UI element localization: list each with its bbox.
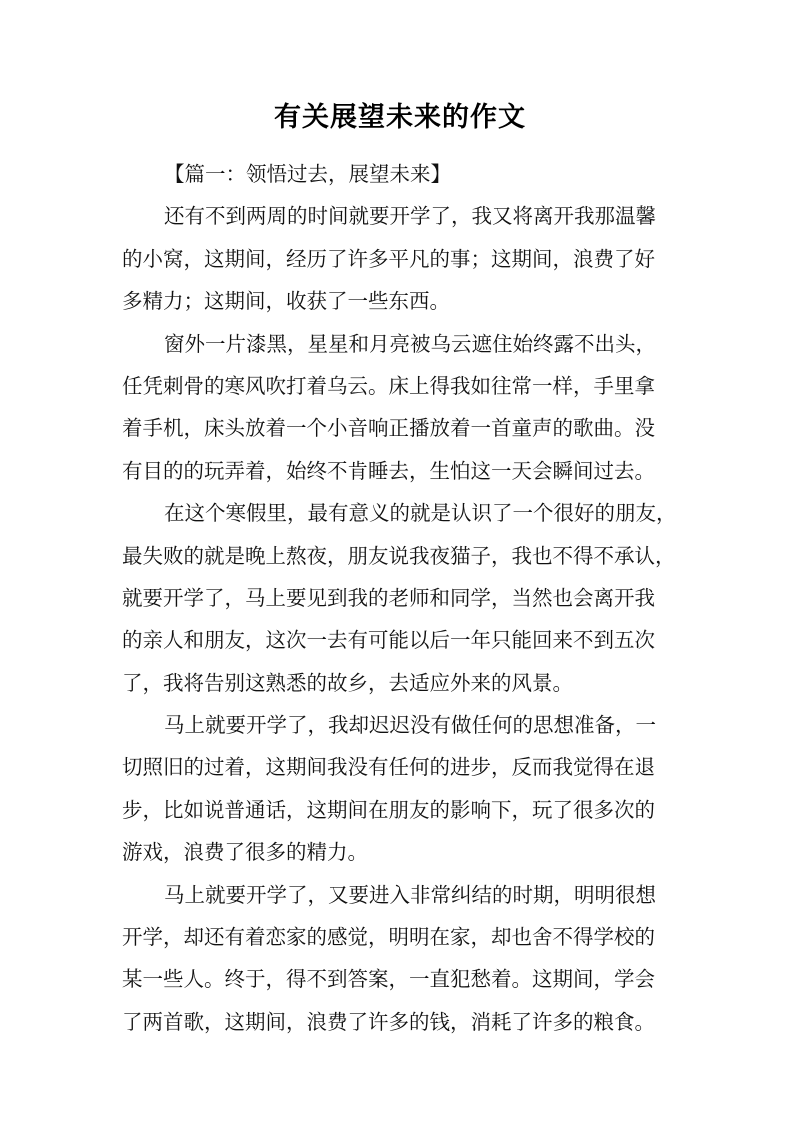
paragraph-line: 游戏，浪费了很多的精力。 bbox=[122, 840, 368, 865]
paragraph-line: 任凭刺骨的寒风吹打着乌云。床上得我如往常一样，手里拿 bbox=[122, 373, 655, 398]
paragraph-line: 有目的的玩弄着，始终不肯睡去，生怕这一天会瞬间过去。 bbox=[122, 458, 655, 483]
paragraph-line: 了，我将告别这熟悉的故乡，去适应外来的风景。 bbox=[122, 670, 573, 695]
paragraph bbox=[122, 323, 682, 493]
paragraph bbox=[122, 704, 682, 874]
document-title: 有关展望未来的作文 bbox=[274, 102, 526, 133]
paragraph-line: 的小窝，这期间，经历了许多平凡的事；这期间，浪费了好 bbox=[122, 246, 655, 271]
paragraph-line: 马上就要开学了，又要进入非常纠结的时期，明明很想 bbox=[164, 882, 656, 907]
paragraph-line: 切照旧的过着，这期间我没有任何的进步，反而我觉得在退 bbox=[122, 755, 655, 780]
paragraph-line: 还有不到两周的时间就要开学了，我又将离开我那温馨 bbox=[164, 204, 656, 229]
paragraph-line: 马上就要开学了，我却迟迟没有做任何的思想准备，一 bbox=[164, 713, 656, 738]
paragraph bbox=[122, 874, 682, 1044]
paragraph-line: 窗外一片漆黑，星星和月亮被乌云遮住始终露不出头， bbox=[164, 331, 656, 356]
paragraph bbox=[122, 195, 682, 322]
paragraph-line: 的亲人和朋友，这次一去有可能以后一年只能回来不到五次 bbox=[122, 628, 655, 653]
paragraph-line: 就要开学了，马上要见到我的老师和同学，当然也会离开我 bbox=[122, 585, 655, 610]
paragraph-line: 最失败的就是晚上熬夜，朋友说我夜猫子，我也不得不承认， bbox=[122, 543, 676, 568]
paragraph-line: 着手机，床头放着一个小音响正播放着一首童声的歌曲。没 bbox=[122, 416, 655, 441]
section-heading: 【篇一：领悟过去，展望未来】 bbox=[164, 162, 451, 186]
paragraph-line: 在这个寒假里，最有意义的就是认识了一个很好的朋友， bbox=[164, 501, 677, 526]
paragraph-line: 某一些人。终于，得不到答案，一直犯愁着。这期间，学会 bbox=[122, 967, 655, 992]
paragraph-line: 开学，却还有着恋家的感觉，明明在家，却也舍不得学校的 bbox=[122, 925, 655, 950]
paragraph-line: 步，比如说普通话，这期间在朋友的影响下，玩了很多次的 bbox=[122, 797, 655, 822]
paragraph-line: 多精力；这期间，收获了一些东西。 bbox=[122, 289, 450, 314]
paragraph bbox=[122, 492, 682, 704]
paragraph-line: 了两首歌，这期间，浪费了许多的钱，消耗了许多的粮食。 bbox=[122, 1009, 655, 1034]
document-body bbox=[122, 153, 682, 1043]
